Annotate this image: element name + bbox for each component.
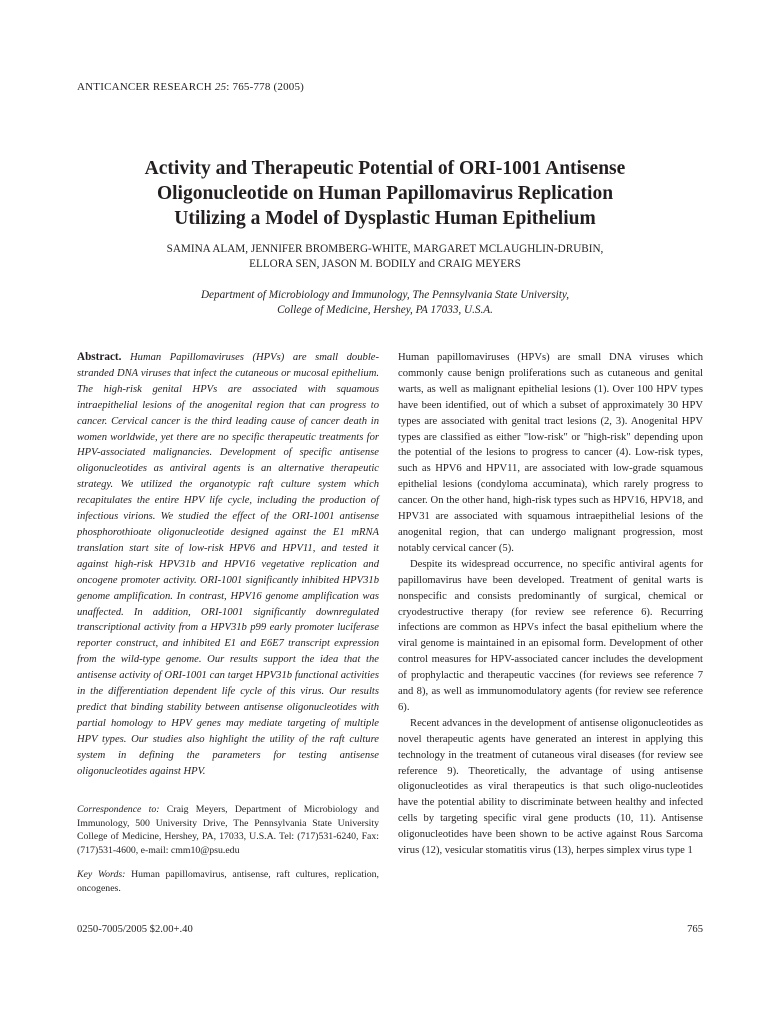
journal-pages: : 765-778 (2005): [226, 81, 305, 93]
paper-title: [60, 156, 710, 231]
abstract-column: [77, 350, 379, 779]
abstract: [77, 350, 379, 779]
journal-name-initial: A: [77, 81, 86, 93]
footer-page-number: 765: [687, 924, 703, 935]
abstract-label: Abstract.: [77, 351, 122, 363]
body-paragraph-3: Recent advances in the development of antisense oligonucleotides as novel therapeutic agents have generated an interest in applying this technology in the treatment of cutaneous viral diseases (for review see reference 9). Theoretically, the advantage of using antisense oligonucleotides as viral therapeutics is that such oligo-nucleotides have the potential ability to discriminate between healthy and infected cells by targeting specific viral gene products (10, 11). Antisense oligonucleotides have been shown to be active against Rous Sarcoma virus (12), vesicular stomatitis virus (13), herpes simplex virus type 1: [398, 717, 703, 857]
correspondence-note: [77, 803, 379, 857]
affiliation-line-1: Department of Microbiology and Immunology, The Pennsylvania State University,: [200, 289, 570, 301]
body-column: [398, 350, 703, 859]
affiliation-line-2: College of Medicine, Hershey, PA 17033, U.S.A.: [277, 304, 493, 316]
journal-header: [77, 81, 304, 93]
authors-line-2: ELLORA SEN, JASON M. BODILY and CRAIG MEYERS: [249, 258, 521, 270]
keywords-text: Human papillomavirus, antisense, raft cultures, replication, oncogenes.: [77, 869, 379, 894]
journal-name-initial-2: R: [152, 81, 161, 93]
journal-name-rest: NTICANCER: [85, 81, 153, 93]
keywords-note: [77, 868, 379, 895]
author-list: [60, 242, 710, 272]
title-line-2: Oligonucleotide on Human Papillomavirus Replication: [156, 183, 614, 204]
affiliation: [60, 288, 710, 318]
correspondence-label: Correspondence to:: [77, 804, 160, 815]
journal-volume: 25: [214, 81, 227, 93]
title-line-1: Activity and Therapeutic Potential of ORI-1001 Antisense: [144, 158, 626, 179]
abstract-text: Human Papillomaviruses (HPVs) are small double-stranded DNA viruses that infect the cutaneous or mucosal epithelium. The high-risk genital HPVs are associated with squamous intraepithelial lesions of the anogenital region that can progress to cancer. Cervical cancer is the third leading cause of cancer death in women worldwide, yet there are no specific therapeutic treatments for HPV-associated malignancies. Development of specific antisense oligonucleotides as antiviral agents is an alternative therapeutic strategy. We utilized the organotypic raft culture system which recapitulates the entire HPV life cycle, including the production of infectious virions. We studied the effect of the ORI-1001 antisense phosphorothioate oligonucleotide designed against the E1 mRNA translation start site of low-risk HPV6 and HPV11, and tested it against high-risk HPV31b and HPV16 vegetative replication and oncogene promoter activity. ORI-1001 significantly inhibited HPV31b genome amplification. In contrast, HPV16 genome amplification was unaffected. In addition, ORI-1001 significantly downregulated transcriptional activity from a HPV31b p99 early promoter luciferase reporter construct, and inhibited E1 and E6E7 transcript expression from the wild-type genome. Our results support the idea that the antisense activity of ORI-1001 can target HPV31b functional activities in the differentiation dependent life cycle of this virus. Our results predict that binding stability between antisense oligonucleotides with partial homology to HPV genes may mediate targeting of multiple HPV types. Our studies also highlight the utility of the raft culture system in defining the parameters for testing antisense oligonucleotides against HPV.: [77, 352, 380, 777]
journal-name-rest-2: ESEARCH: [160, 81, 212, 93]
body-paragraph-2: Despite its widespread occurrence, no specific antiviral agents for papillomavirus have been developed. Treatment of genital warts is nonspecific and consists predominantly of surgical, chemical or cryodestructive therapy (for review see reference 6). Recurring infections are common as HPVs infect the basal epithelium where the viral genome is maintained in an episomal form. Development of other control measures for HPV-associated cancer includes the development of prophylactic and therapeutic vaccines (for reviews see reference 7 and 8), as well as immunomodulatory agents (for review see reference 6).: [398, 558, 703, 713]
authors-line-1: SAMINA ALAM, JENNIFER BROMBERG-WHITE, MARGARET MCLAUGHLIN-DRUBIN,: [166, 243, 604, 255]
title-line-3: Utilizing a Model of Dysplastic Human Epithelium: [174, 208, 596, 229]
body-paragraph-1: Human papillomaviruses (HPVs) are small DNA viruses which commonly cause benign proliferations such as cutaneous and genital warts, as well as malignant epithelial lesions (1). Over 100 HPV types have been identified, out of which a subset of approximately 30 HPV types are associated with genital tract lesions (2, 3). Anogenital HPV types are classified as either "low-risk" or "high-risk" depending upon the potential of the lesions to progress to cancer (4). Low-risk types, such as HPV6 and HPV11, are associated with low-grade squamous epithelial lesions (condyloma accuminata), which rarely progress to cancer. On the other hand, high-risk types such as HPV16, HPV18, and HPV31 are associated with squamous intraepithelial lesions of the anogenital region, that can undergo malignant progression, most notably cervical cancer (5).: [398, 352, 703, 554]
correspondence-text: Craig Meyers, Department of Microbiology and Immunology, 500 University Drive, The Pennsylvania State University College of Medicine, Hershey, PA, 17033, U.S.A. Tel: (717)531-6240, Fax: (717)531-4600, e-mail: cmm10@psu.edu: [77, 804, 379, 856]
footer-issn: 0250-7005/2005 $2.00+.40: [77, 924, 193, 935]
keywords-label: Key Words:: [77, 869, 126, 880]
